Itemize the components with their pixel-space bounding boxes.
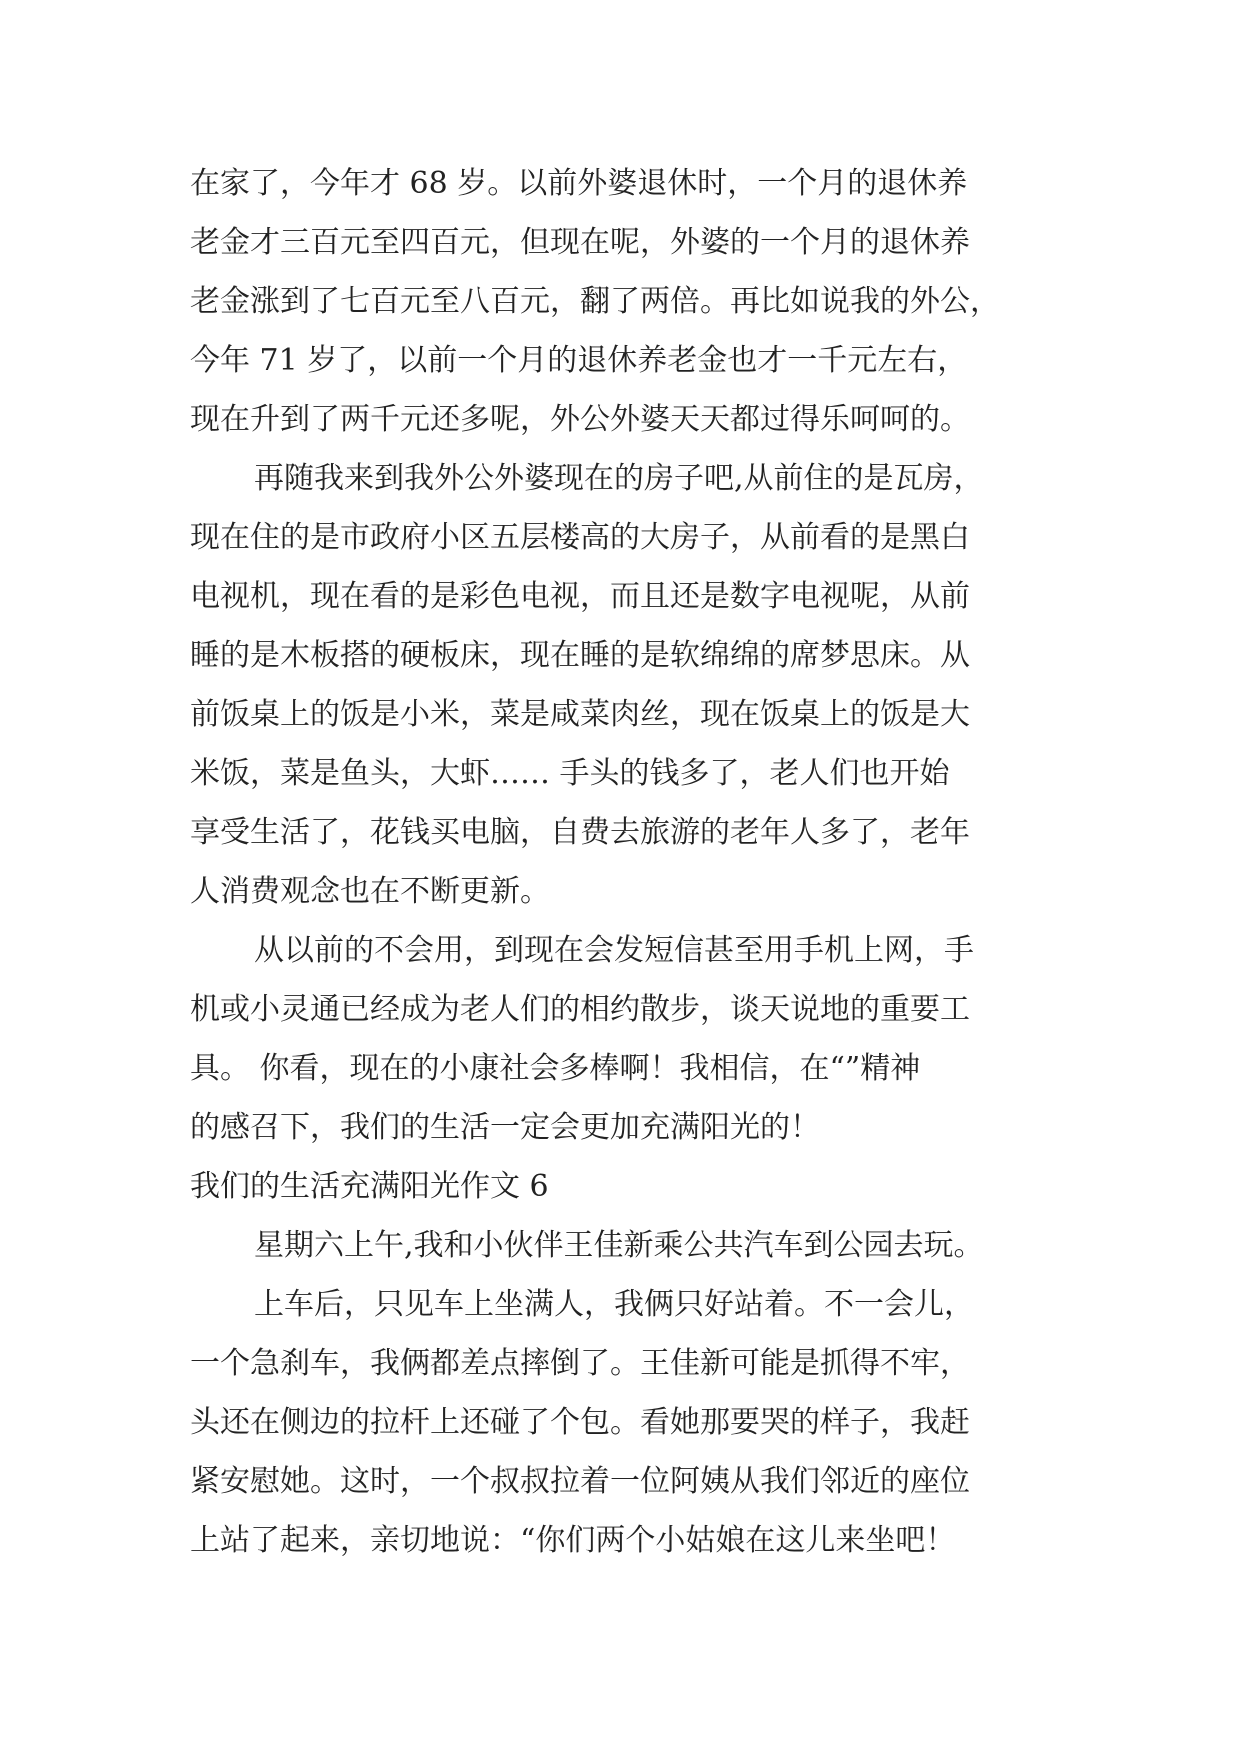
- text-line: 享受生活了，花钱买电脑，自费去旅游的老年人多了，老年: [190, 815, 970, 850]
- text-line: 现在住的是市政府小区五层楼高的大房子，从前看的是黑白: [190, 520, 970, 555]
- text-line: 一个急刹车，我俩都差点摔倒了。王佳新可能是抓得不牢，: [190, 1346, 970, 1381]
- text-line: 具。 你看，现在的小康社会多棒啊！我相信，在“”精神: [190, 1051, 921, 1086]
- essay-text: [190, 154, 1070, 1570]
- text-line: 上站了起来，亲切地说：“你们两个小姑娘在这儿来坐吧！: [190, 1523, 956, 1558]
- text-line: 今年 71 岁了，以前一个月的退休养老金也才一千元左右，: [190, 343, 968, 378]
- text-line: 头还在侧边的拉杆上还碰了个包。看她那要哭的样子，我赶: [190, 1405, 970, 1440]
- text-line: 前饭桌上的饭是小米，菜是咸菜肉丝，现在饭桌上的饭是大: [190, 697, 970, 732]
- text-line: 人消费观念也在不断更新。: [190, 874, 550, 909]
- text-line: 睡的是木板搭的硬板床，现在睡的是软绵绵的席梦思床。从: [190, 638, 970, 673]
- section-heading: 我们的生活充满阳光作文 6: [190, 1169, 549, 1204]
- text-line: 机或小灵通已经成为老人们的相约散步，谈天说地的重要工: [190, 992, 970, 1027]
- text-line: 紧安慰她。这时，一个叔叔拉着一位阿姨从我们邻近的座位: [190, 1464, 970, 1499]
- text-line: 从以前的不会用，到现在会发短信甚至用手机上网，手: [254, 933, 974, 968]
- text-line: 老金涨到了七百元至八百元，翻了两倍。再比如说我的外公，: [190, 284, 1000, 319]
- text-line: 上车后，只见车上坐满人，我俩只好站着。不一会儿，: [254, 1287, 974, 1322]
- text-line: 在家了，今年才 68 岁。以前外婆退休时，一个月的退休养: [190, 166, 968, 201]
- text-line: 电视机，现在看的是彩色电视，而且还是数字电视呢，从前: [190, 579, 970, 614]
- text-line: 米饭，菜是鱼头，大虾…… 手头的钱多了，老人们也开始: [190, 756, 950, 791]
- text-line: 的感召下，我们的生活一定会更加充满阳光的！: [190, 1110, 820, 1145]
- text-line: 老金才三百元至四百元，但现在呢，外婆的一个月的退休养: [190, 225, 970, 260]
- text-line: 星期六上午,我和小伙伴王佳新乘公共汽车到公园去玩。: [254, 1228, 984, 1263]
- text-line: 现在升到了两千元还多呢，外公外婆天天都过得乐呵呵的。: [190, 402, 970, 437]
- text-line: 再随我来到我外公外婆现在的房子吧,从前住的是瓦房，: [254, 461, 984, 496]
